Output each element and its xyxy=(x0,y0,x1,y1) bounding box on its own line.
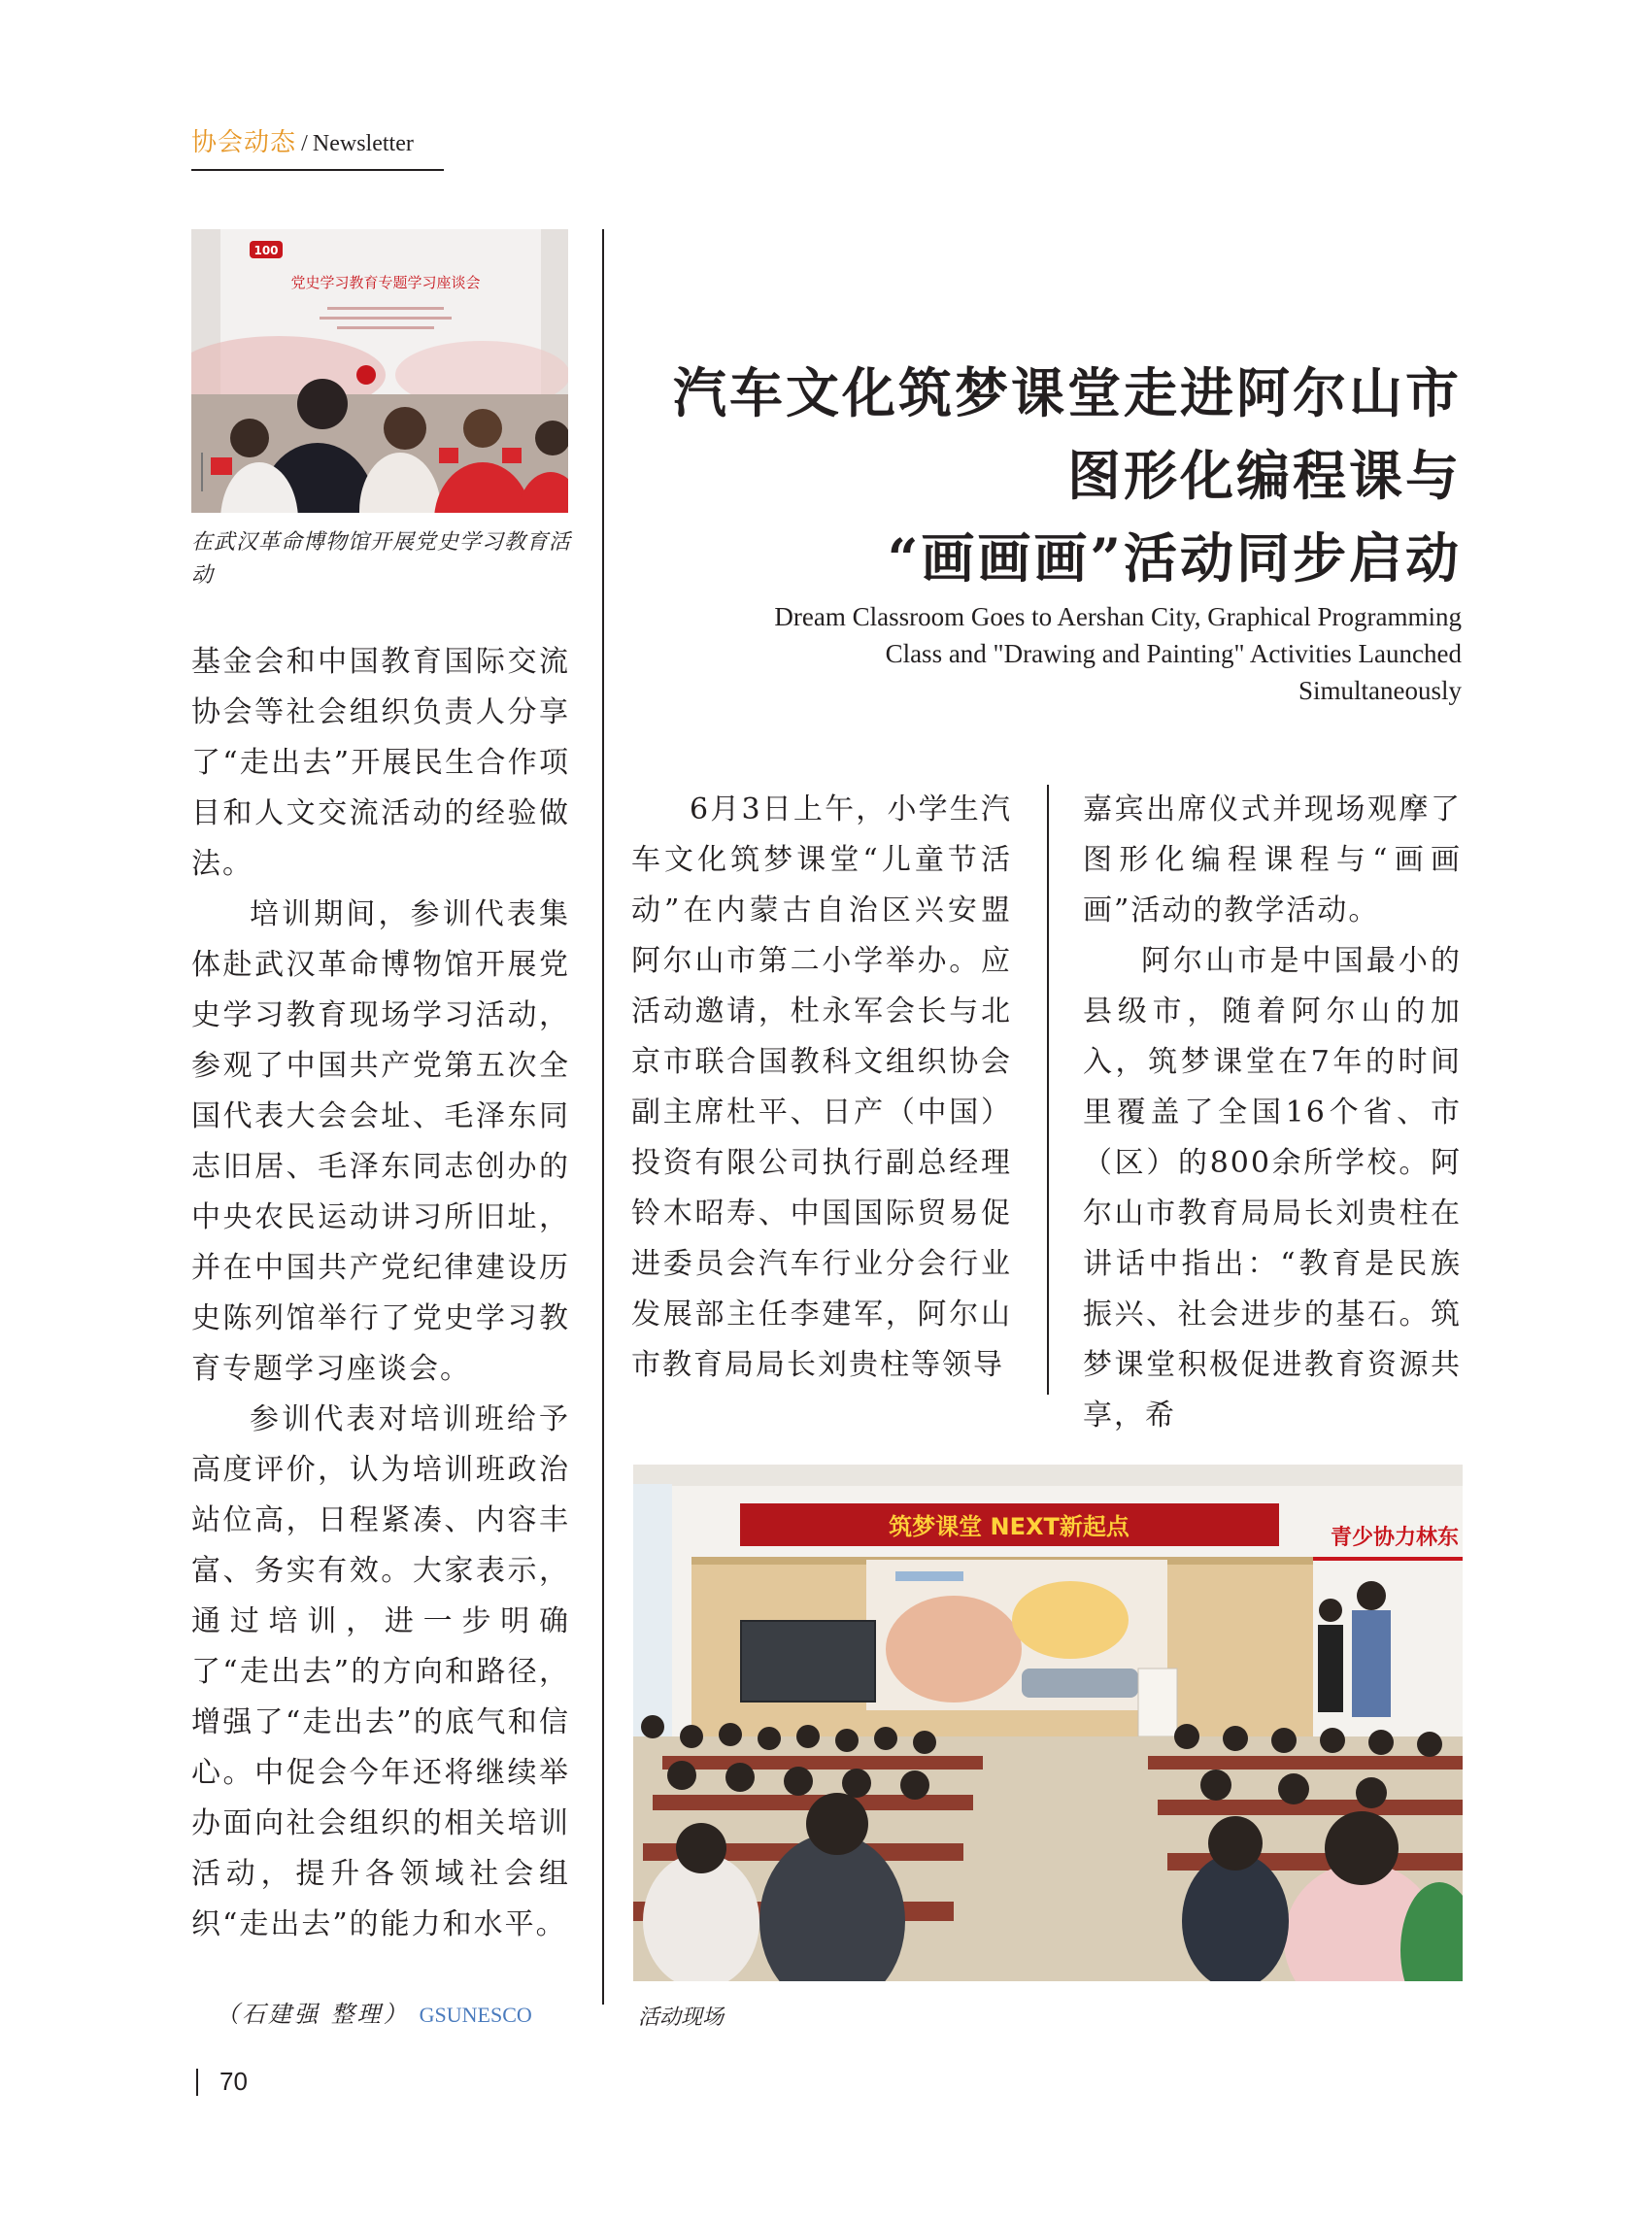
editor-signature xyxy=(216,1995,585,2029)
paragraph: 基金会和中国教育国际交流协会等社会组织负责人分享了“走出去”开展民生合作项目和人文交流活动的经验做法。 xyxy=(191,645,570,881)
wall-slogan: 青少协力林东 xyxy=(1330,1526,1459,1550)
activity-photo xyxy=(633,1465,1463,1981)
subtitle-line: Class and "Drawing and Painting" Activities Launched xyxy=(885,639,1462,668)
article-title xyxy=(588,352,1462,599)
title-line: “画画画”活动同步启动 xyxy=(887,526,1462,590)
paragraph: 嘉宾出席仪式并现场观摩了图形化编程课程与“画画画”活动的教学活动。 xyxy=(1083,792,1462,927)
column-divider-article xyxy=(1047,785,1049,1395)
page-number: 70 xyxy=(219,2067,248,2096)
title-line: 汽车文化筑梦课堂走进阿尔山市 xyxy=(672,361,1462,424)
title-line: 图形化编程课与 xyxy=(1066,444,1462,507)
led-banner-text: 筑梦课堂 NEXT新起点 xyxy=(889,1513,1129,1540)
meeting-photo xyxy=(191,229,568,513)
paragraph: 阿尔山市是中国最小的县级市，随着阿尔山的加入，筑梦课堂在7年的时间里覆盖了全国16个省、市（区）的800余所学校。阿尔山市教育局局长刘贵柱在讲话中指出：“教育是民族振兴、社会进步的基石。筑梦课堂积极促进教育资源共享，希 xyxy=(1083,944,1462,1433)
left-column-text xyxy=(191,637,570,1950)
photo-caption-activity: 活动现场 xyxy=(638,2006,725,2030)
slide-title: 党史学习教育专题学习座谈会 xyxy=(290,274,481,291)
paragraph: 参训代表对培训班给予高度评价，认为培训班政治站位高，日程紧凑、内容丰富、务实有效。大家表示，通过培训，进一步明确了“走出去”的方向和路径，增强了“走出去”的底气和信心。中促会今年还将继续举办面向社会组织的相关培训活动，提升各领域社会组织“走出去”的能力和水平。 xyxy=(191,1402,570,1941)
slide-logo-text: 100 xyxy=(253,244,279,257)
photo-caption-meeting: 在武汉革命博物馆开展党史学习教育活动 xyxy=(191,530,572,588)
section-name-cn: 协会动态 xyxy=(191,128,297,157)
article-subtitle-en xyxy=(665,598,1462,709)
section-separator: / xyxy=(301,131,308,156)
subtitle-line: Dream Classroom Goes to Aershan City, Graphical Programming xyxy=(774,602,1462,631)
paragraph: 6月3日上午，小学生汽车文化筑梦课堂“儿童节活动”在内蒙古自治区兴安盟阿尔山市第二小学举办。应活动邀请，杜永军会长与北京市联合国教科文组织协会副主席杜平、日产（中国）投资有限公司执行副总经理铃木昭寿、中国国际贸易促进委员会汽车行业分会行业发展部主任李建军，阿尔山市教育局局长刘贵柱等领导 xyxy=(631,792,1012,1382)
subtitle-line: Simultaneously xyxy=(1298,676,1462,705)
paragraph: 培训期间，参训代表集体赴武汉革命博物馆开展党史学习教育现场学习活动，参观了中国共产党第五次全国代表大会会址、毛泽东同志旧居、毛泽东同志创办的中央农民运动讲习所旧址，并在中国共产党纪律建设历史陈列馆举行了党史学习教育专题学习座谈会。 xyxy=(191,897,570,1386)
brand-mark: GSUNESCO xyxy=(419,2003,532,2027)
section-header xyxy=(191,122,444,171)
article-column-1 xyxy=(631,785,1012,1391)
editor-name: （石建强 整理） xyxy=(216,2001,410,2028)
page-number-rule xyxy=(196,2069,198,2096)
section-name-en: Newsletter xyxy=(312,131,414,156)
article-column-2 xyxy=(1083,785,1462,1441)
